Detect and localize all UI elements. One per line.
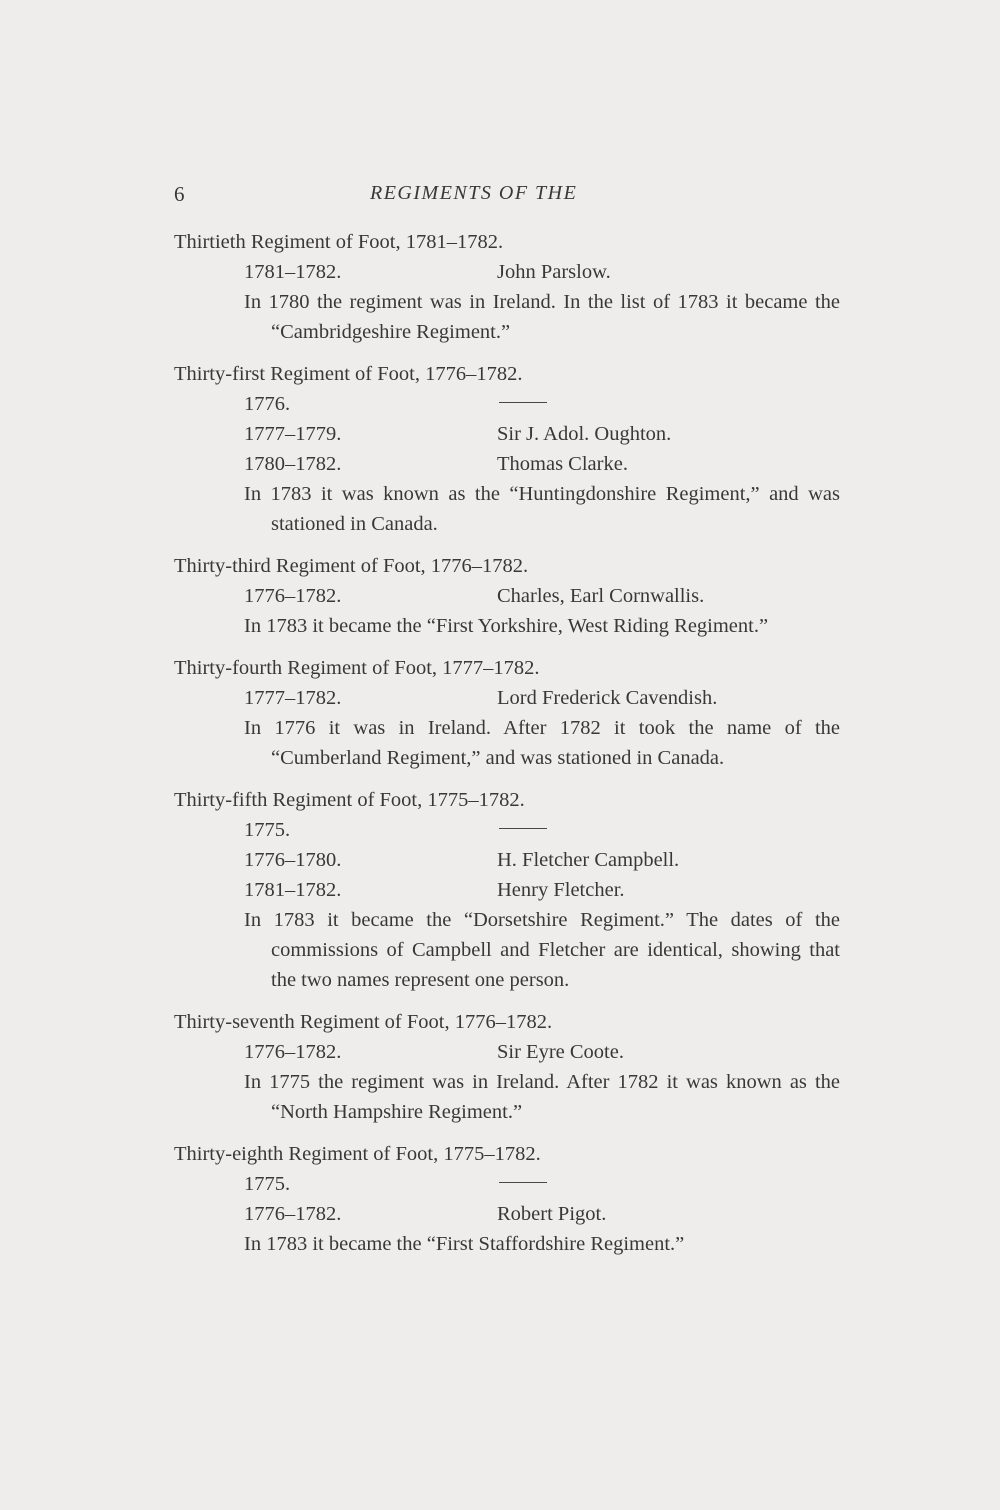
colonel-row xyxy=(174,815,840,845)
regiment-note: In 1775 the regiment was in Ireland. After 1782 it was known as the “North Hampshire Regiment.” xyxy=(244,1071,840,1123)
colonel-row xyxy=(174,389,840,419)
running-title: REGIMENTS OF THE xyxy=(370,182,578,204)
vacant-colonel-dash xyxy=(499,402,547,403)
service-dates: 1776–1782. xyxy=(244,585,342,607)
colonel-name: John Parslow. xyxy=(497,261,611,283)
regiment-section xyxy=(174,551,840,641)
regiment-note: In 1780 the regiment was in Ireland. In the list of 1783 it became the “Cambridgeshire Regiment.” xyxy=(244,291,840,343)
colonel-name: Sir Eyre Coote. xyxy=(497,1041,624,1063)
vacant-colonel-dash xyxy=(499,828,547,829)
regiment-heading: Thirty-first Regiment of Foot, 1776–1782. xyxy=(174,363,523,385)
regiment-heading: Thirty-eighth Regiment of Foot, 1775–1782. xyxy=(174,1143,541,1165)
regiment-heading: Thirty-fourth Regiment of Foot, 1777–1782. xyxy=(174,657,540,679)
service-dates: 1776. xyxy=(244,393,291,415)
regiment-note: In 1776 it was in Ireland. After 1782 it took the name of the “Cumberland Regiment,” and was stationed in Canada. xyxy=(244,717,840,769)
colonel-name: Lord Frederick Cavendish. xyxy=(497,687,718,709)
colonel-name: Robert Pigot. xyxy=(497,1203,607,1225)
colonel-row xyxy=(174,449,840,479)
colonel-row xyxy=(174,581,840,611)
page-number: 6 xyxy=(174,182,185,206)
colonel-name: H. Fletcher Campbell. xyxy=(497,849,680,871)
regiment-note: In 1783 it became the “First Staffordshire Regiment.” xyxy=(244,1233,685,1255)
service-dates: 1777–1782. xyxy=(244,687,342,709)
service-dates: 1776–1780. xyxy=(244,849,342,871)
regiment-section xyxy=(174,653,840,773)
regiment-note: In 1783 it became the “Dorsetshire Regiment.” The dates of the commissions of Campbell and Fletcher are identical, showing that the two names represent one person. xyxy=(244,909,840,991)
page-body xyxy=(174,227,840,1271)
service-dates: 1777–1779. xyxy=(244,423,342,445)
regiment-heading: Thirty-fifth Regiment of Foot, 1775–1782. xyxy=(174,789,525,811)
regiment-note: In 1783 it was known as the “Huntingdonshire Regiment,” and was stationed in Canada. xyxy=(244,483,840,535)
running-head xyxy=(174,182,834,214)
colonel-row xyxy=(174,257,840,287)
regiment-section xyxy=(174,1139,840,1259)
colonel-row xyxy=(174,875,840,905)
regiment-section xyxy=(174,1007,840,1127)
colonel-row xyxy=(174,1169,840,1199)
service-dates: 1781–1782. xyxy=(244,879,342,901)
colonel-row xyxy=(174,1037,840,1067)
service-dates: 1776–1782. xyxy=(244,1203,342,1225)
service-dates: 1781–1782. xyxy=(244,261,342,283)
colonel-name: Charles, Earl Cornwallis. xyxy=(497,585,705,607)
colonel-name: Sir J. Adol. Oughton. xyxy=(497,423,672,445)
regiment-heading: Thirtieth Regiment of Foot, 1781–1782. xyxy=(174,231,504,253)
colonel-name: Thomas Clarke. xyxy=(497,453,628,475)
service-dates: 1776–1782. xyxy=(244,1041,342,1063)
regiment-section xyxy=(174,785,840,995)
regiment-section xyxy=(174,359,840,539)
regiment-heading: Thirty-seventh Regiment of Foot, 1776–1782. xyxy=(174,1011,553,1033)
service-dates: 1780–1782. xyxy=(244,453,342,475)
colonel-name: Henry Fletcher. xyxy=(497,879,625,901)
regiment-section xyxy=(174,227,840,347)
regiment-note: In 1783 it became the “First Yorkshire, West Riding Regiment.” xyxy=(244,615,769,637)
colonel-row xyxy=(174,1199,840,1229)
regiment-heading: Thirty-third Regiment of Foot, 1776–1782. xyxy=(174,555,529,577)
service-dates: 1775. xyxy=(244,1173,291,1195)
service-dates: 1775. xyxy=(244,819,291,841)
colonel-row xyxy=(174,683,840,713)
colonel-row xyxy=(174,419,840,449)
colonel-row xyxy=(174,845,840,875)
vacant-colonel-dash xyxy=(499,1182,547,1183)
